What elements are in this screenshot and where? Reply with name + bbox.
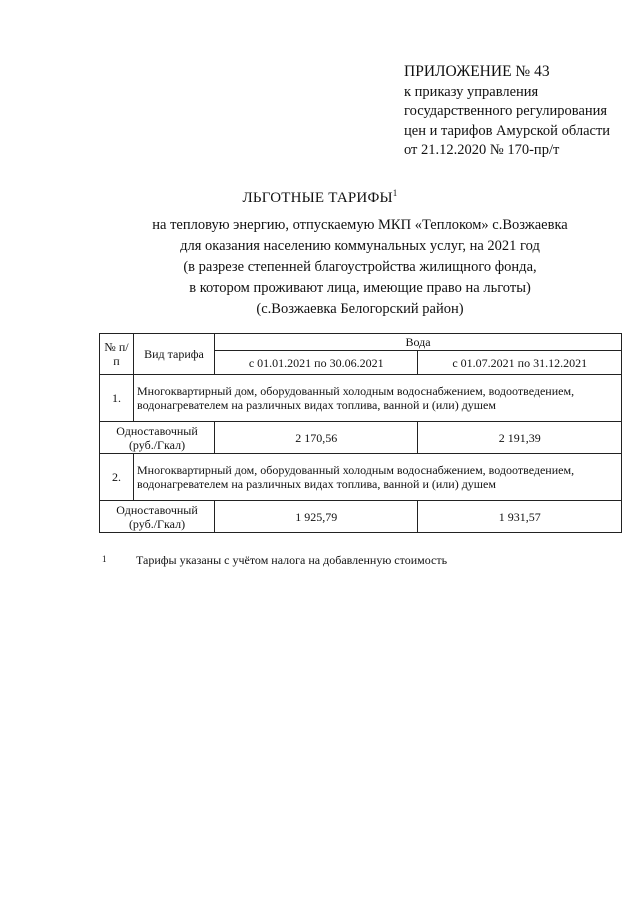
footnote-mark: 1 bbox=[102, 554, 107, 564]
document-title-text: ЛЬГОТНЫЕ ТАРИФЫ bbox=[242, 190, 393, 206]
document-subtitle bbox=[60, 215, 640, 320]
table-row bbox=[100, 501, 622, 533]
appendix-title: ПРИЛОЖЕНИЕ № 43 bbox=[404, 63, 550, 80]
subtitle-line: на тепловую энергию, отпускаемую МКП «Теплоком» с.Возжаевка bbox=[152, 217, 568, 233]
row-description: Многоквартирный дом, оборудованный холодным водоснабжением, водоотведением, водонагревателем на различных видах топлива, ванной и (или) душем bbox=[134, 454, 622, 501]
row-number: 1. bbox=[100, 375, 134, 422]
footnote-reference: 1 bbox=[392, 188, 398, 198]
appendix-line: к приказу управления bbox=[404, 83, 539, 100]
table-row bbox=[100, 454, 622, 501]
subtitle-line: для оказания населению коммунальных услуг, на 2021 год bbox=[180, 238, 540, 254]
appendix-line: цен и тарифов Амурской области bbox=[404, 122, 611, 139]
appendix-block bbox=[404, 62, 634, 161]
document-title bbox=[0, 188, 640, 207]
row-tariff-kind: Одноставочный (руб./Гкал) bbox=[100, 501, 215, 533]
tariff-value: 2 191,39 bbox=[418, 422, 622, 454]
subtitle-line: (с.Возжаевка Белогорский район) bbox=[256, 301, 464, 317]
tariff-table bbox=[99, 333, 622, 533]
subtitle-line: (в разрезе степенней благоустройства жилищного фонда, bbox=[183, 259, 537, 275]
header-tariff-kind: Вид тарифа bbox=[134, 334, 215, 375]
row-description: Многоквартирный дом, оборудованный холодным водоснабжением, водоотведением, водонагревателем на различных видах топлива, ванной и (или) душем bbox=[134, 375, 622, 422]
table-header-row bbox=[100, 334, 622, 351]
header-period: с 01.01.2021 по 30.06.2021 bbox=[215, 351, 418, 375]
row-number: 2. bbox=[100, 454, 134, 501]
footnote bbox=[102, 552, 447, 567]
tariff-value: 1 925,79 bbox=[215, 501, 418, 533]
footnote-text: Тарифы указаны с учётом налога на добавленную стоимость bbox=[136, 553, 448, 567]
header-water: Вода bbox=[215, 334, 622, 351]
row-tariff-kind: Одноставочный (руб./Гкал) bbox=[100, 422, 215, 454]
header-period: с 01.07.2021 по 31.12.2021 bbox=[418, 351, 622, 375]
table-row bbox=[100, 422, 622, 454]
appendix-line: государственного регулирования bbox=[404, 103, 608, 119]
tariff-value: 1 931,57 bbox=[418, 501, 622, 533]
table-row bbox=[100, 375, 622, 422]
subtitle-line: в котором проживают лица, имеющие право на льготы) bbox=[189, 280, 531, 296]
tariff-value: 2 170,56 bbox=[215, 422, 418, 454]
appendix-line: от 21.12.2020 № 170-пр/т bbox=[404, 142, 560, 158]
header-number: № п/п bbox=[100, 334, 134, 375]
